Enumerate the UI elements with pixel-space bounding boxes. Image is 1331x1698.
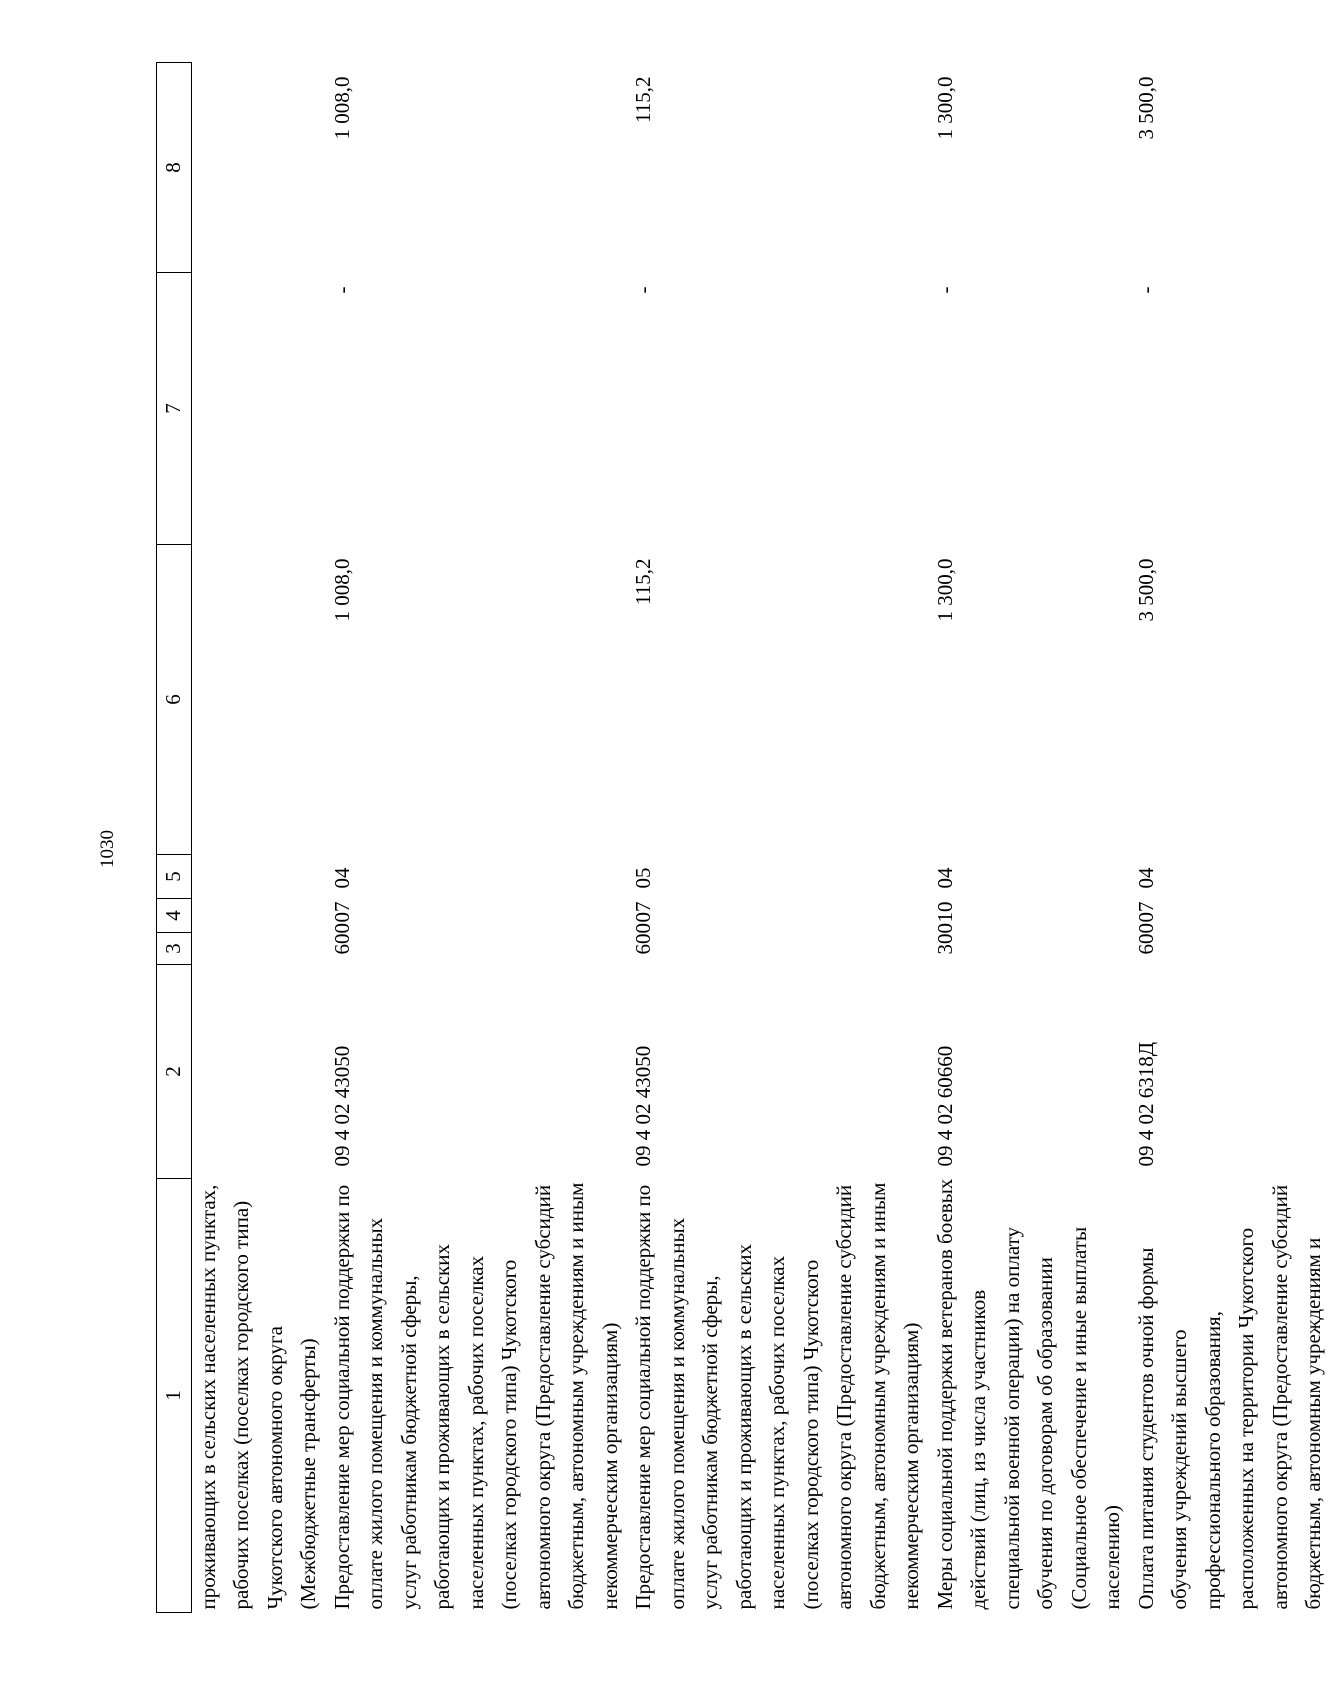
row-name: Предоставление мер социальной поддержки по оплате жилого помещения и коммунальных услуг работникам бюджетной сферы, работающих и проживающих в сельских населенных пунктах, рабочих поселках (поселках городского типа) Чукотского автономного округа (Предоставление субсидий бюджетным, автономным учреждениям и иным некоммерческим организациям) [631,1182,923,1610]
row-name: Оплата питания студентов очной формы обучения учреждений высшего профессионального образования, расположенных на территории Чукотского автономного округа (Предоставление субсидий бюджетным, автономным учреждениям и [1133,1184,1325,1610]
row-col-6: 1 300,0 [932,558,957,622]
row-col-7: - [631,286,655,294]
header-col-7: 7 [157,273,192,545]
row-col-6: 3 500,0 [1133,558,1158,622]
header-col-2: 2 [157,965,192,1179]
header-col-5: 5 [157,855,192,899]
continuation-text: проживающих в сельских населенных пунктах, рабочих поселках (поселках городского типа) Чукотского автономного округа (Межбюджетные трансферты) [195,1184,320,1610]
row-col-4: 10 [932,901,957,923]
row-col-8: 1 008,0 [329,76,354,140]
row-code: 09 4 02 6318Д [1133,1041,1158,1167]
row-col-7: - [1133,286,1158,294]
row-col-8: 115,2 [631,76,655,123]
row-col-4: 07 [329,901,354,923]
table-row [1130,63,1331,1613]
header-col-6: 6 [157,545,192,855]
header-col-4: 4 [157,899,192,933]
row-col-7: - [329,286,354,294]
row-code: 09 4 02 60660 [932,1045,957,1167]
table-row [326,63,628,1613]
row-code: 09 4 02 43050 [329,1045,354,1167]
row-col-3: 600 [329,923,354,955]
row-col-7: - [932,286,957,294]
row-col-5: 04 [1133,867,1158,889]
header-row [157,63,192,1613]
table-row [929,63,1130,1613]
row-col-8: 1 300,0 [932,76,957,140]
row-col-3: 600 [631,923,655,955]
row-col-5: 04 [932,867,957,889]
budget-table [156,62,1331,1613]
row-col-5: 05 [631,867,655,889]
table-row [627,63,929,1613]
budget-table-container [156,63,1325,1613]
continuation-row [191,63,326,1613]
row-col-3: 600 [1133,923,1158,955]
row-name: Предоставление мер социальной поддержки по оплате жилого помещения и коммунальных услуг работникам бюджетной сферы, работающих и проживающих в сельских населенных пунктах, рабочих поселках (поселках городского типа) Чукотского автономного округа (Предоставление субсидий бюджетным, автономным учреждениям и иным некоммерческим организациям) [329,1182,622,1610]
header-col-1: 1 [157,1179,192,1613]
row-col-5: 04 [329,867,354,889]
row-col-4: 07 [631,901,655,923]
row-name: Меры социальной поддержки ветеранов боевых действий (лиц, из числа участников специальной военной операции) на оплату обучения по договорам об образовании (Социальное обеспечение и иные выплаты населению) [932,1178,1124,1610]
row-col-8: 3 500,0 [1133,76,1158,140]
row-col-6: 115,2 [631,558,655,605]
row-code: 09 4 02 43050 [631,1045,655,1167]
header-col-8: 8 [157,63,192,273]
page-number: 1030 [97,830,118,868]
row-col-3: 300 [932,923,957,955]
row-col-6: 1 008,0 [329,558,354,622]
header-col-3: 3 [157,933,192,965]
row-col-4: 07 [1133,901,1158,923]
